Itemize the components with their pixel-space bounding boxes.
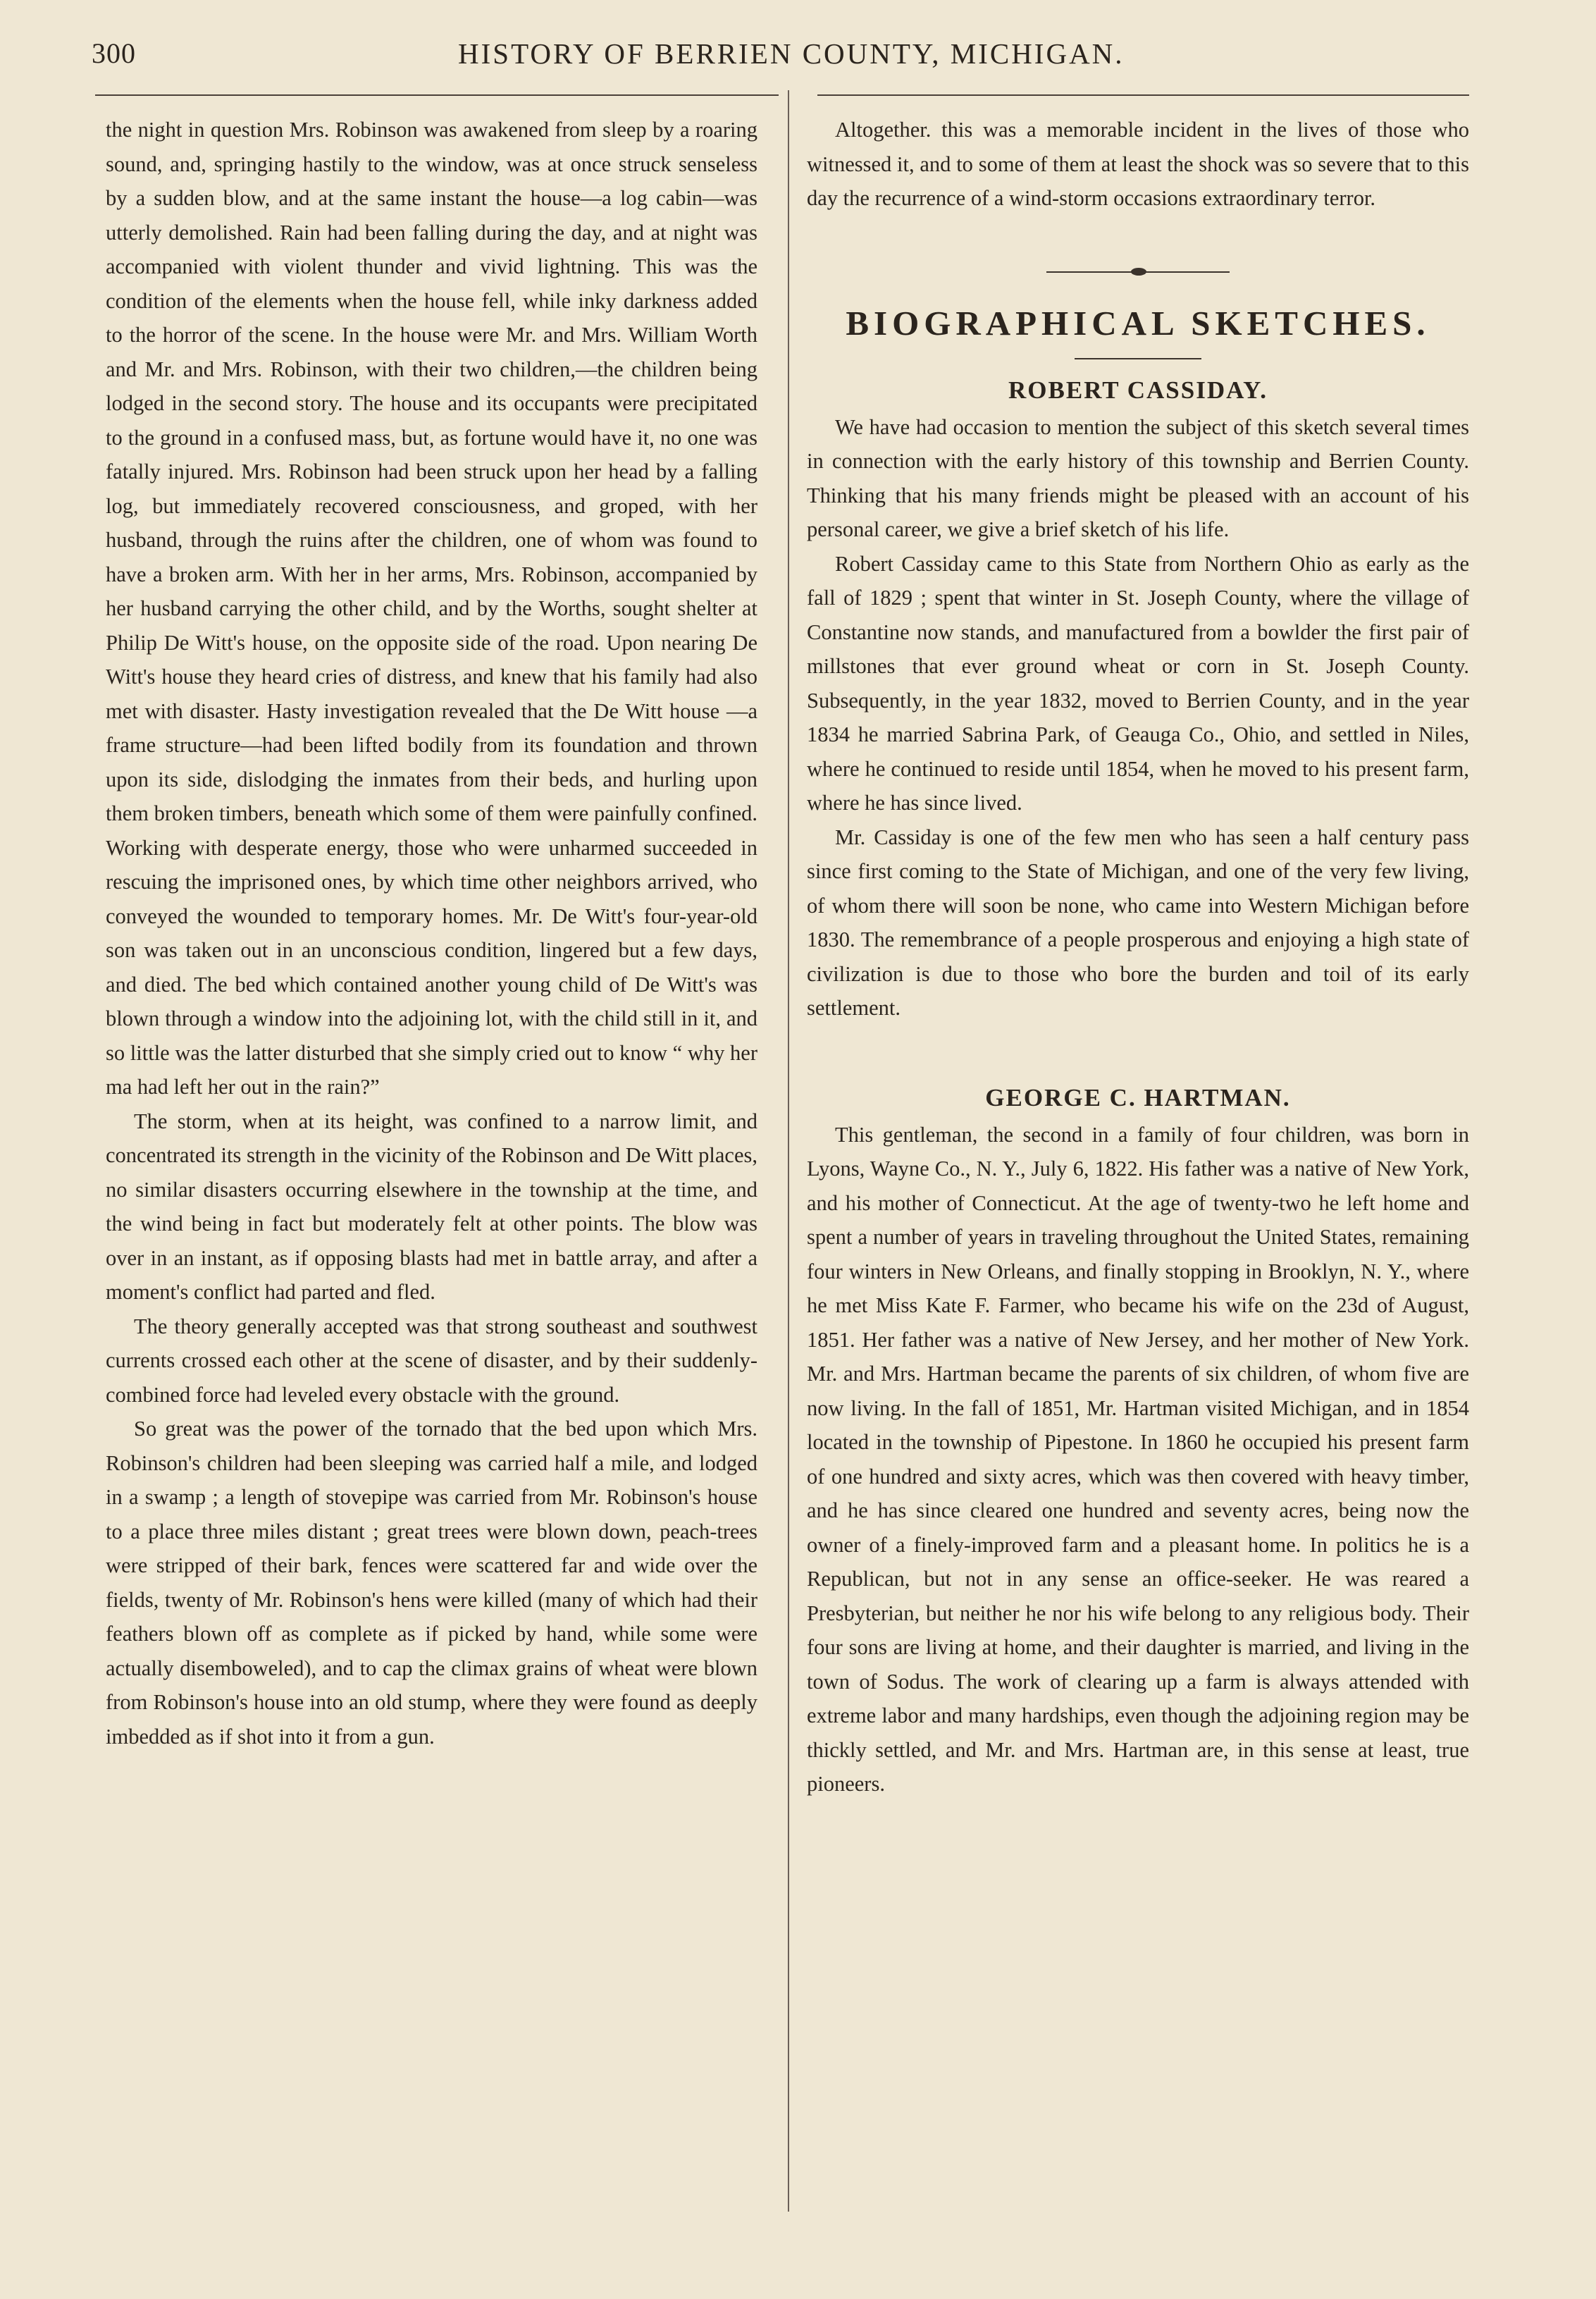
paragraph: We have had occasion to mention the subject of this sketch several times in connection with the early history of this township and Berrien County. Thinking that his many friends might be pleased with an account of his personal career, we give a brief sketch of his life. (807, 414, 1469, 541)
column-divider (788, 90, 789, 2212)
left-column (106, 113, 757, 1753)
running-head: HISTORY OF BERRIEN COUNTY, MICHIGAN. (458, 37, 1125, 70)
paragraph: Altogether. this was a memorable incident in the lives of those who witnessed it, and to some of them at least the shock was so severe that to this day the recurrence of a wind-storm occasions extraordinary terror. (807, 118, 1469, 210)
sketch-heading: GEORGE C. HARTMAN. (985, 1083, 1291, 1111)
paragraph: So great was the power of the tornado that the bed upon which Mrs. Robinson's children had been sleeping was carried half a mile, and lodged in a swamp ; a length of stovepipe was carried from Mr. Robinson's house to a place three miles distant ; great trees were blown down, peach-trees were stripped of their bark, fences were scattered far and wide over the fields, twenty of Mr. Robinson's hens were killed (many of which had their feathers blown off as complete as if picked by hand, while some were actually disemboweled), and to cap the climax grains of wheat were blown from Robinson's house into an old stump, where they were found as deeply imbedded as if shot into it from a gun. (106, 1417, 757, 1749)
paragraph: the night in question Mrs. Robinson was awakened from sleep by a roaring sound, and, springing hastily to the window, was at once struck senseless by a sudden blow, and at the same instant the house—a log cabin—was utterly demolished. Rain had been falling during the day, and at night was accompanied with violent thunder and vivid lightning. This was the condition of the elements when the house fell, while inky darkness added to the horror of the scene. In the house were Mr. and Mrs. William Worth and Mr. and Mrs. Robinson, with their two children,—the children being lodged in the second story. The house and its occupants were precipitated to the ground in a confused mass, but, as fortune would have it, no one was fatally injured. Mrs. Robinson had been struck upon her head by a falling log, but immediately recovered consciousness, and groped, with her husband, through the ruins after the children, one of whom was found to have a broken arm. With her in her arms, Mrs. Robinson, accompanied by her husband carrying the other child, and by the Worths, sought shelter at Philip De Witt's house, on the opposite side of the road. Upon nearing De Witt's house they heard cries of distress, and knew that his family had also met with disaster. Hasty investigation revealed that the De Witt house —a frame structure—had been lifted bodily from its foundation and thrown upon its side, dislodging the inmates from their beds, and hurling upon them broken timbers, beneath which some of them were painfully confined. Working with desperate energy, those who were unharmed succeeded in rescuing the imprisoned ones, by which time other neighbors arrived, who conveyed the wounded to temporary homes. Mr. De Witt's four-year-old son was taken out in an unconscious condition, lingered but a few days, and died. The bed which contained another young child of De Witt's was blown through a window into the adjoining lot, with the child still in it, and so little was the latter disturbed that she simply cried out to know “ why her ma had left her out in the rain?” (106, 118, 757, 1099)
header-rule-right (817, 94, 1469, 96)
title-rule (1075, 358, 1201, 359)
paragraph: Robert Cassiday came to this State from Northern Ohio as early as the fall of 1829 ; spent that winter in St. Joseph County, where the village of Constantine now stands, and manufactured from a bowlder the first pair of millstones that ever ground wheat or corn in St. Joseph County. Subsequently, in the year 1832, moved to Berrien County, and in the year 1834 he married Sabrina Park, of Geauga Co., Ohio, and settled in Niles, where he continued to reside until 1854, when he moved to his present farm, where he has since lived. (807, 551, 1469, 815)
paragraph: The storm, when at its height, was confined to a narrow limit, and concentrated its strength in the vicinity of the Robinson and De Witt places, no similar disasters occurring elsewhere in the township at the time, and the wind being in fact but moderately felt at other points. The blow was over in an instant, as if opposing blasts had met in battle array, and after a moment's conflict had parted and fled. (106, 1109, 757, 1304)
section-ornament (1046, 265, 1230, 279)
sketch-heading: ROBERT CASSIDAY. (1008, 376, 1268, 404)
paragraph: Mr. Cassiday is one of the few men who has seen a half century pass since first coming to the State of Michigan, and one of the very few living, of whom there will soon be none, who came into Western Michigan before 1830. The remembrance of a people prosperous and enjoying a high state of civilization is due to those who bore the burden and toil of its early settlement. (807, 825, 1469, 1020)
header-rule-left (95, 94, 779, 96)
paragraph: This gentleman, the second in a family of four children, was born in Lyons, Wayne Co., N. Y., July 6, 1822. His father was a native of New York, and his mother of Connecticut. At the age of twenty-two he left home and spent a number of years in traveling throughout the United States, remaining four winters in New Orleans, and finally stopping in Brooklyn, N. Y., where he met Miss Kate F. Farmer, who became his wife on the 23d of August, 1851. Her father was a native of New Jersey, and her mother of New York. Mr. and Mrs. Hartman became the parents of six children, of whom five are now living. In the fall of 1851, Mr. Hartman visited Michigan, and in 1854 located in the township of Pipestone. In 1860 he occupied his present farm of one hundred and sixty acres, which was then covered with heavy timber, and he has since cleared one hundred and seventy acres, being now the owner of a finely-improved farm and a pleasant home. In politics he is a Republican, but not in any sense an office-seeker. He was reared a Presbyterian, but neither he nor his wife belong to any religious body. Their four sons are living at home, and their daughter is married, and living in the town of Sodus. The work of clearing up a farm is always attended with extreme labor and many hardships, even though the adjoining region may be thickly settled, and Mr. and Mrs. Hartman are, in this sense at least, true pioneers. (807, 1122, 1469, 1796)
right-column (807, 113, 1469, 1801)
page-number: 300 (92, 37, 136, 69)
paragraph: The theory generally accepted was that strong southeast and southwest currents crossed each other at the scene of disaster, and by their suddenly-combined force had leveled every obstacle with the ground. (106, 1314, 757, 1407)
page-header (92, 37, 1473, 79)
section-title: BIOGRAPHICAL SKETCHES. (846, 303, 1430, 343)
